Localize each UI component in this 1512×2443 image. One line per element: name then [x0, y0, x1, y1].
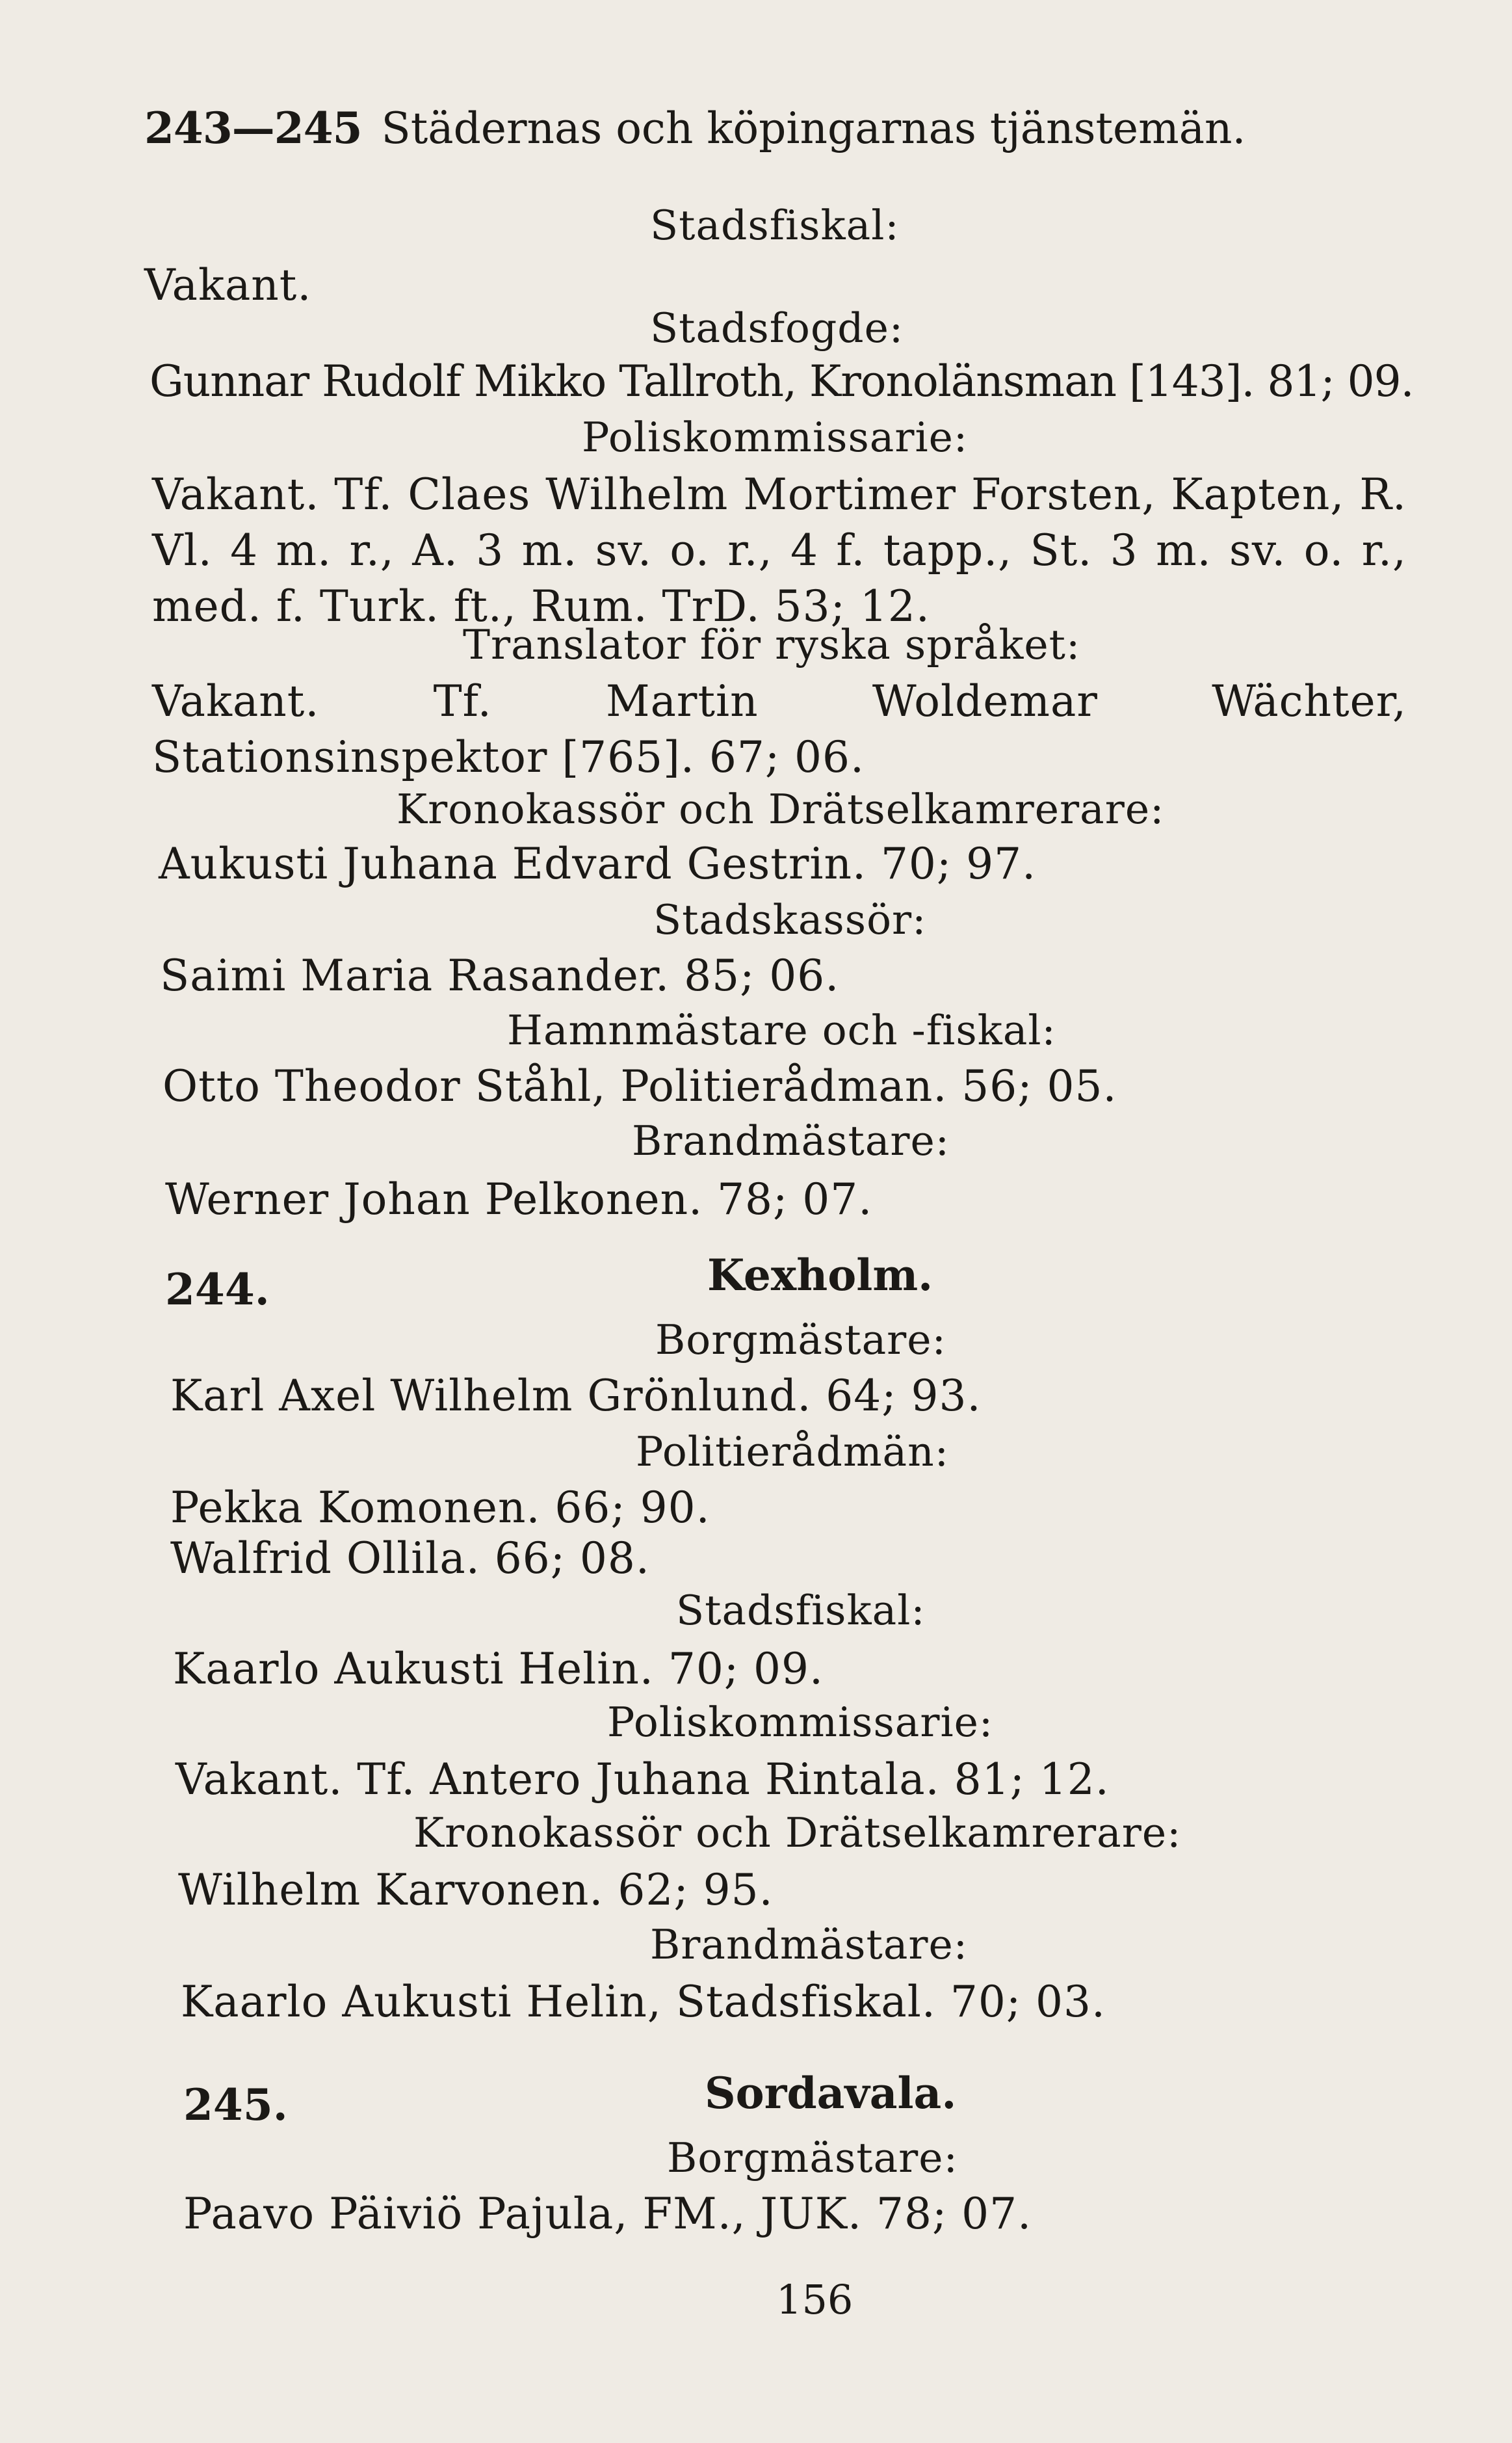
heading-borgmastare-245: Borgmästare:	[667, 2134, 958, 2182]
page-header	[144, 103, 1246, 153]
header-range: 243—245	[144, 103, 362, 153]
section-title-kexholm: Kexholm.	[707, 1250, 933, 1301]
entry-kronokassor: Aukusti Juhana Edvard Gestrin. 70; 97.	[159, 839, 1037, 889]
entry-politieradman-2: Walfrid Ollila. 66; 08.	[170, 1533, 650, 1583]
entry-poliskommissarie-244: Vakant. Tf. Antero Juhana Rintala. 81; 12.	[176, 1754, 1110, 1804]
heading-poliskommissarie-244: Poliskommissarie:	[607, 1698, 994, 1746]
header-title: Städernas och köpingarnas tjänstemän.	[381, 103, 1246, 153]
heading-stadsfiskal-244: Stadsfiskal:	[676, 1587, 926, 1634]
entry-poliskommissarie: Vakant. Tf. Claes Wilhelm Mortimer Forsten, Kapten, R. Vl. 4 m. r., A. 3 m. sv. o. r., 4 f. tapp., St. 3 m. sv. o. r., med. f. Turk. ft., Rum. TrD. 53; 12.	[152, 469, 1407, 631]
entry-brandmastare-244: Kaarlo Aukusti Helin, Stadsfiskal. 70; 03.	[181, 1977, 1106, 2027]
heading-kronokassor-244: Kronokassör och Drätselkamrerare:	[413, 1809, 1182, 1856]
heading-hamnmastare: Hamnmästare och -fiskal:	[507, 1007, 1056, 1054]
entry-borgmastare-244: Karl Axel Wilhelm Grönlund. 64; 93.	[170, 1371, 982, 1421]
heading-stadskassor: Stadskassör:	[653, 896, 927, 944]
entry-hamnmastare: Otto Theodor Ståhl, Politierådman. 56; 05.	[163, 1061, 1117, 1111]
heading-brandmastare: Brandmästare:	[632, 1117, 950, 1165]
entry-stadsfiskal-244: Kaarlo Aukusti Helin. 70; 09.	[173, 1644, 824, 1694]
section-number-244: 244.	[165, 1264, 270, 1315]
heading-borgmastare-244: Borgmästare:	[655, 1316, 946, 1364]
heading-stadsfogde: Stadsfogde:	[650, 304, 904, 352]
heading-kronokassor: Kronokassör och Drätselkamrerare:	[397, 786, 1165, 833]
entry-translator: Vakant. Tf. Martin Woldemar Wächter, Stationsinspektor [765]. 67; 06.	[152, 676, 1407, 782]
entry-stadsfogde: Gunnar Rudolf Mikko Tallroth, Kronolänsman [143]. 81; 09.	[150, 356, 1414, 406]
section-number-245: 245.	[183, 2080, 288, 2130]
entry-stadskassor: Saimi Maria Rasander. 85; 06.	[160, 951, 840, 1001]
section-title-sordavala: Sordavala.	[705, 2068, 957, 2119]
heading-politieradman-244: Politierådmän:	[636, 1428, 949, 1475]
heading-brandmastare-244: Brandmästare:	[650, 1921, 969, 1968]
entry-stadsfiskal: Vakant.	[144, 260, 312, 310]
entry-politieradman-1: Pekka Komonen. 66; 90.	[170, 1483, 710, 1533]
heading-translator: Translator för ryska språket:	[463, 621, 1081, 668]
heading-poliskommissarie: Poliskommissarie:	[582, 414, 969, 461]
heading-stadsfiskal: Stadsfiskal:	[650, 202, 900, 249]
entry-borgmastare-245: Paavo Päiviö Pajula, FM., JUK. 78; 07.	[183, 2189, 1032, 2239]
page-number: 156	[776, 2276, 854, 2323]
entry-brandmastare: Werner Johan Pelkonen. 78; 07.	[165, 1174, 873, 1224]
entry-kronokassor-244: Wilhelm Karvonen. 62; 95.	[178, 1865, 774, 1915]
